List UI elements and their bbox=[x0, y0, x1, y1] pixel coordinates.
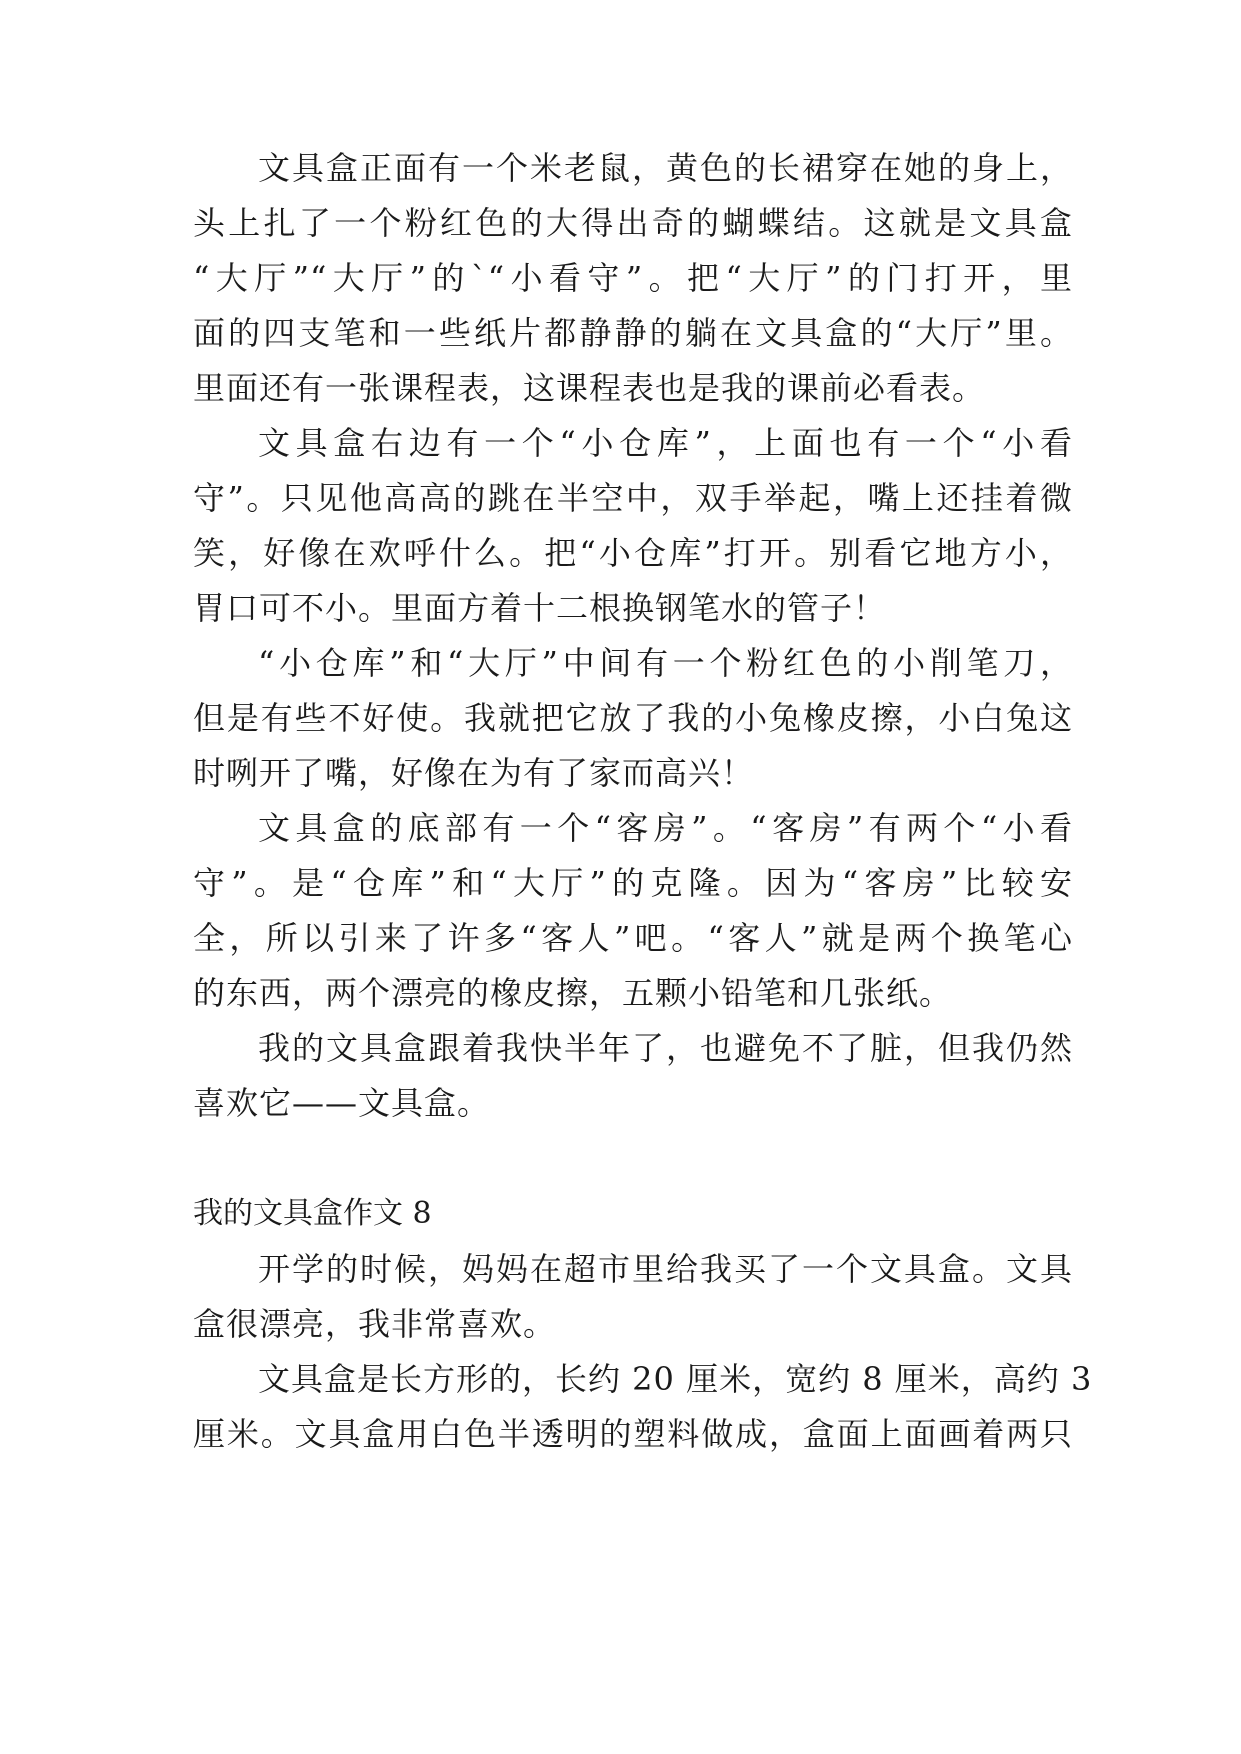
text-line: 胃口可不小。里面方着十二根换钢笔水的管子！ bbox=[193, 589, 887, 627]
text-line: 头上扎了一个粉红色的大得出奇的蝴蝶结。这就是文具盒 bbox=[193, 204, 1073, 242]
text-line: 文具盒正面有一个米老鼠，黄色的长裙穿在她的身上， bbox=[258, 149, 1073, 187]
section-title: 我的文具盒作文 8 bbox=[193, 1196, 432, 1231]
text-line: 开学的时候，妈妈在超市里给我买了一个文具盒。文具 bbox=[258, 1250, 1073, 1288]
text-line: 厘米。文具盒用白色半透明的塑料做成，盒面上面画着两只 bbox=[193, 1415, 1073, 1453]
text-line: 全，所以引来了许多“客人”吧。“客人”就是两个换笔心 bbox=[193, 919, 1073, 957]
text-line: 盒很漂亮，我非常喜欢。 bbox=[193, 1305, 557, 1343]
text-line: 文具盒的底部有一个“客房”。“客房”有两个“小看 bbox=[258, 809, 1073, 847]
text-line: “小仓库”和“大厅”中间有一个粉红色的小削笔刀， bbox=[258, 644, 1073, 682]
text-line: 时咧开了嘴，好像在为有了家而高兴！ bbox=[193, 754, 755, 792]
text-line: 文具盒是长方形的，长约 20 厘米，宽约 8 厘米，高约 3 bbox=[258, 1360, 1093, 1398]
text-line: 守”。只见他高高的跳在半空中，双手举起，嘴上还挂着微 bbox=[193, 479, 1073, 517]
text-line: 文具盒右边有一个“小仓库”，上面也有一个“小看 bbox=[258, 424, 1073, 462]
text-line: 的东西，两个漂亮的橡皮擦，五颗小铅笔和几张纸。 bbox=[193, 974, 953, 1012]
text-line: “大厅”“大厅”的`“小看守”。把“大厅”的门打开，里 bbox=[193, 259, 1073, 297]
text-line: 我的文具盒跟着我快半年了，也避免不了脏，但我仍然 bbox=[258, 1029, 1073, 1067]
text-line: 喜欢它——文具盒。 bbox=[193, 1084, 491, 1122]
text-line: 守”。是“仓库”和“大厅”的克隆。因为“客房”比较安 bbox=[193, 864, 1073, 902]
text-line: 里面还有一张课程表，这课程表也是我的课前必看表。 bbox=[193, 369, 986, 407]
text-line: 但是有些不好使。我就把它放了我的小兔橡皮擦，小白兔这 bbox=[193, 699, 1073, 737]
text-line: 笑，好像在欢呼什么。把“小仓库”打开。别看它地方小， bbox=[193, 534, 1073, 572]
text-line: 面的四支笔和一些纸片都静静的躺在文具盒的“大厅”里。 bbox=[193, 314, 1073, 352]
